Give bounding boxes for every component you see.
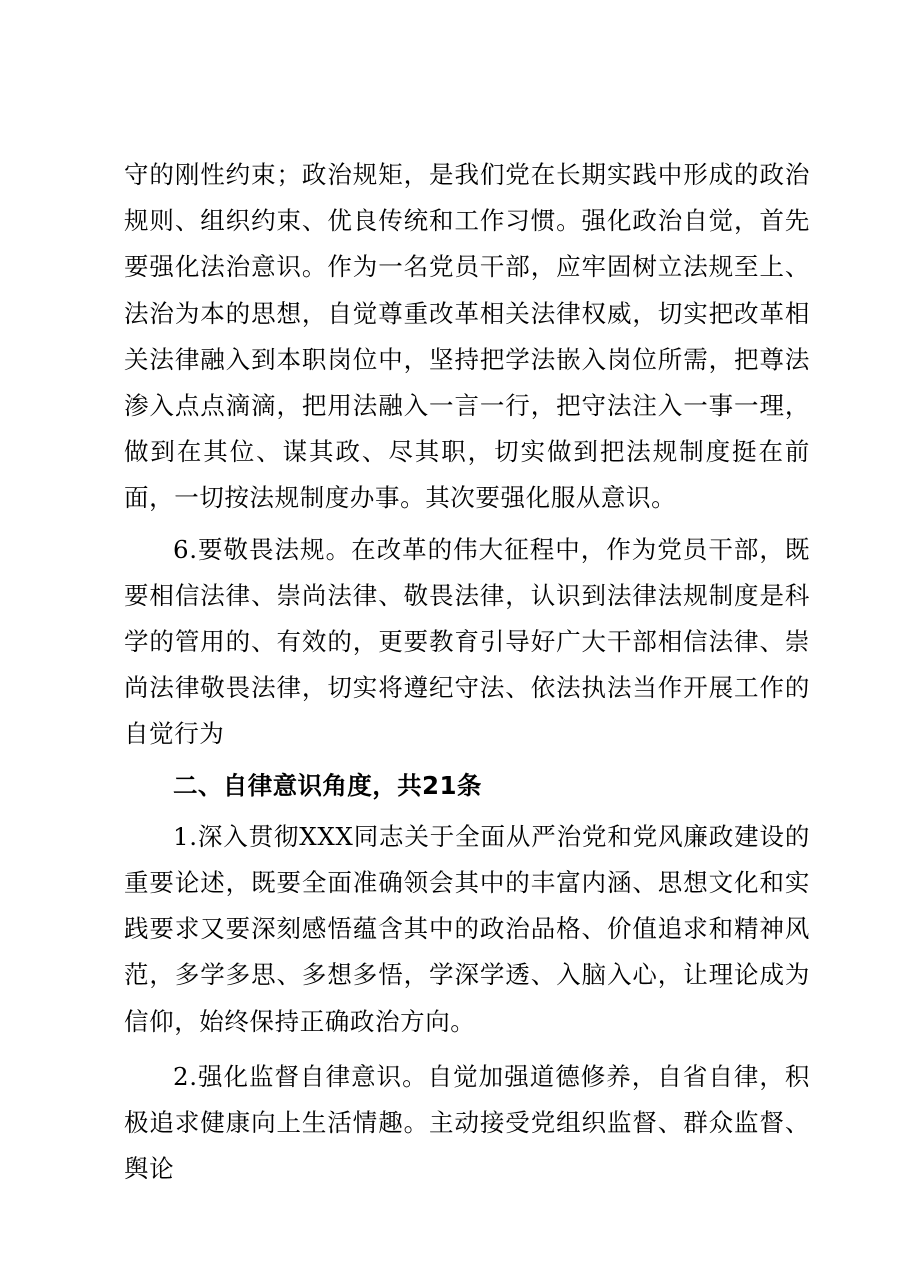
paragraph-item-1: 1.深入贯彻XXX同志关于全面从严治党和党风廉政建设的重要论述，既要全面准确领会其中的丰富内涵、思想文化和实践要求又要深刻感悟蕴含其中的政治品格、价值追求和精神风范，多学多思、多想多悟，学深学透、入脑入心，让理论成为信仰，始终保持正确政治方向。 bbox=[124, 821, 810, 1036]
paragraph-item-2: 2.强化监督自律意识。自觉加强道德修养，自省自律，积极追求健康向上生活情趣。主动接受党组织监督、群众监督、舆论 bbox=[124, 1061, 810, 1184]
section-heading: 二、自律意识角度，共21条 bbox=[173, 770, 482, 800]
document-body bbox=[124, 152, 810, 1192]
paragraph-item-6: 6.要敬畏法规。在改革的伟大征程中，作为党员干部，既要相信法律、崇尚法律、敬畏法律，认识到法律法规制度是科学的管用的、有效的，更要教育引导好广大干部相信法律、崇尚法律敬畏法律，切实将遵纪守法、依法执法当作开展工作的自觉行为 bbox=[124, 534, 810, 749]
paragraph-continued: 守的刚性约束；政治规矩，是我们党在长期实践中形成的政治规则、组织约束、优良传统和工作习惯。强化政治自觉，首先要强化法治意识。作为一名党员干部，应牢固树立法规至上、法治为本的思想，自觉尊重改革相关法律权威，切实把改革相关法律融入到本职岗位中，坚持把学法嵌入岗位所需，把尊法渗入点点滴滴，把用法融入一言一行，把守法注入一事一理，做到在其位、谋其政、尽其职，切实做到把法规制度挺在前面，一切按法规制度办事。其次要强化服从意识。 bbox=[124, 160, 810, 513]
